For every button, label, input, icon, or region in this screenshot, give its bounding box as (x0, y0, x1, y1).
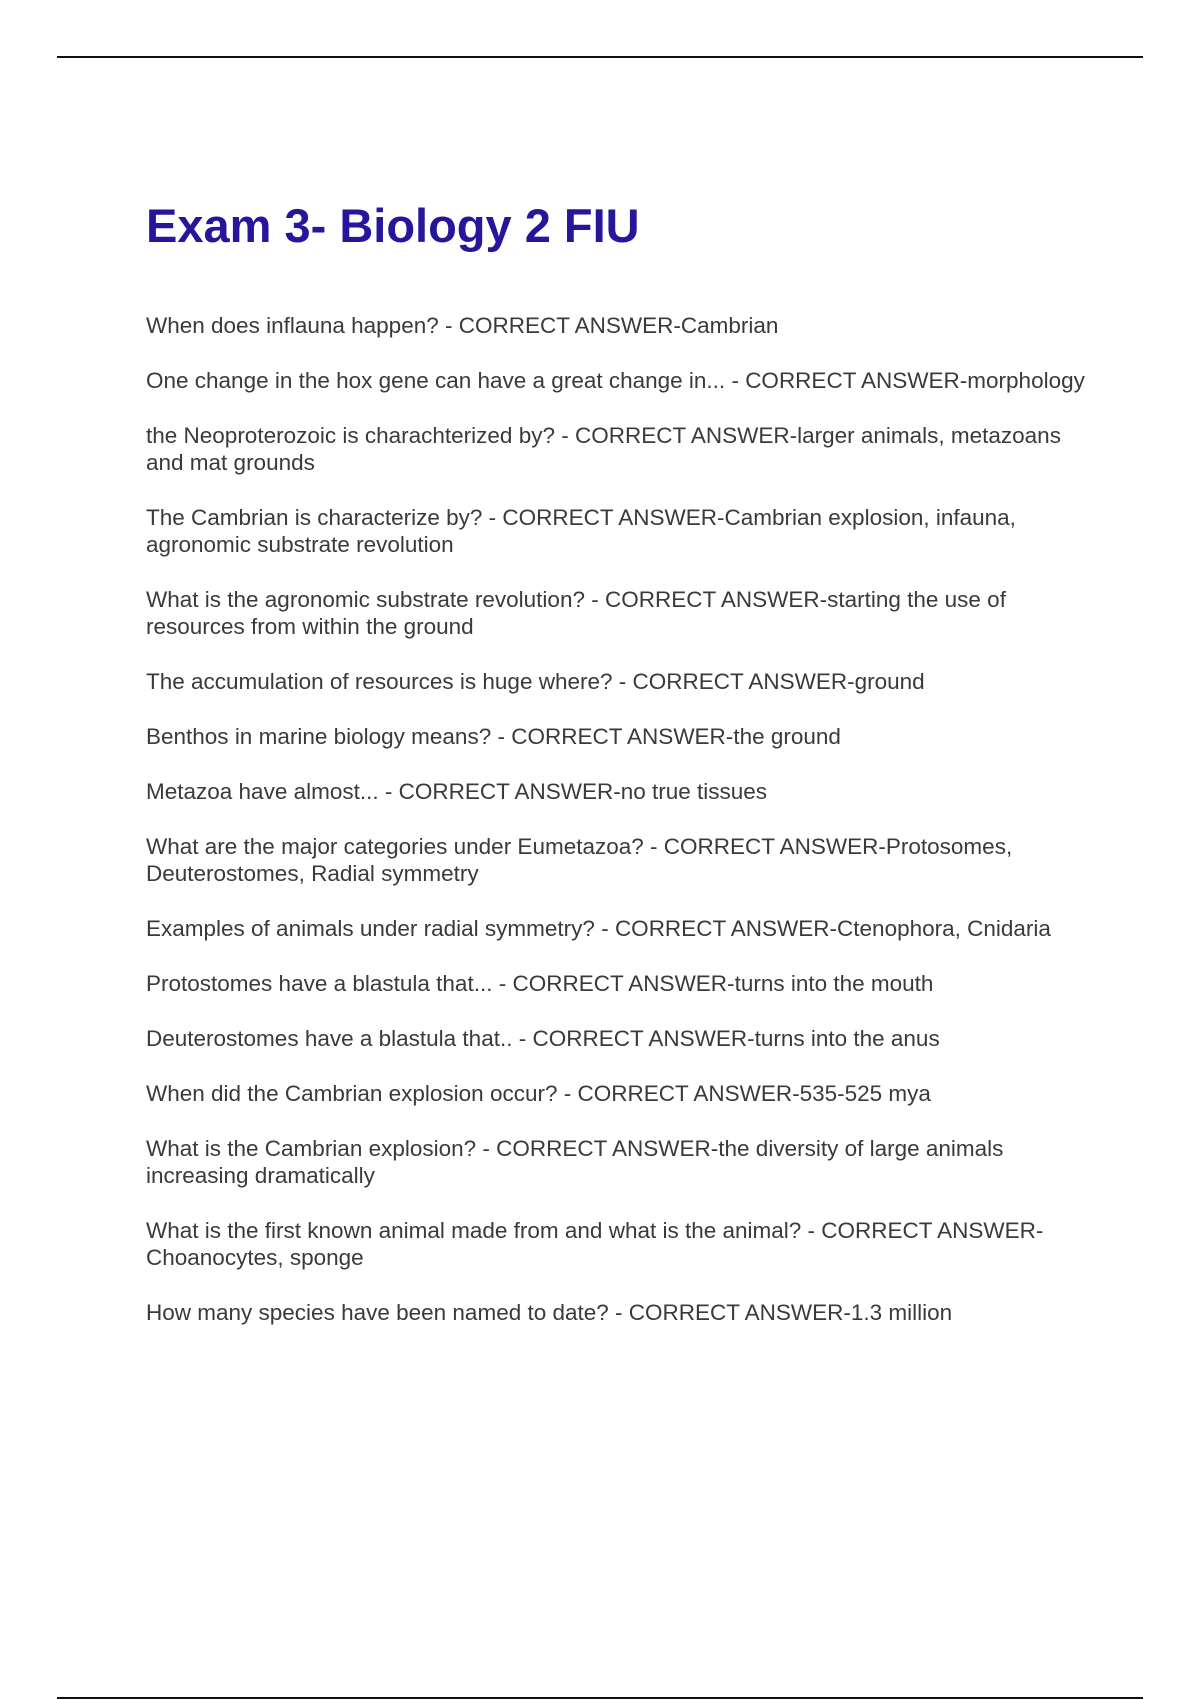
separator: - (554, 423, 575, 448)
answer-prefix: CORRECT ANSWER- (632, 669, 855, 694)
answer-prefix: CORRECT ANSWER- (532, 1026, 755, 1051)
answer-text: no true tissues (620, 779, 768, 804)
separator: - (612, 669, 633, 694)
answer-prefix: CORRECT ANSWER- (458, 313, 681, 338)
document-title: Exam 3- Biology 2 FIU (146, 199, 640, 252)
answer-prefix: CORRECT ANSWER- (663, 834, 886, 859)
question-text: How many species have been named to date? (146, 1300, 609, 1325)
question-text: The Cambrian is characterize by? (146, 505, 483, 530)
question-text: What is the Cambrian explosion? (146, 1136, 477, 1161)
answer-prefix: CORRECT ANSWER- (604, 587, 828, 612)
question-text: What are the major categories under Eumetazoa? (146, 834, 644, 859)
header-rule (57, 56, 1143, 58)
qa-item (146, 586, 1090, 640)
answer-prefix: CORRECT ANSWER- (398, 779, 621, 804)
answer-prefix: CORRECT ANSWER- (512, 971, 735, 996)
question-text: Benthos in marine biology means? (146, 724, 492, 749)
answer-prefix: CORRECT ANSWER- (496, 1136, 719, 1161)
separator: - (643, 834, 664, 859)
qa-item (146, 422, 1090, 476)
question-text: Examples of animals under radial symmetry? (146, 916, 595, 941)
separator: - (801, 1218, 822, 1243)
separator: - (491, 724, 512, 749)
question-text: What is the first known animal made from and what is the animal? (146, 1218, 802, 1243)
answer-text: Protosomes, Deuterostomes, Radial symmetry (146, 834, 1013, 886)
answer-text: the ground (733, 724, 841, 749)
question-text: Metazoa have almost... (146, 779, 379, 804)
qa-item (146, 723, 1090, 750)
qa-item (146, 915, 1090, 942)
separator: - (492, 971, 513, 996)
question-text: Protostomes have a blastula that... (146, 971, 493, 996)
qa-item (146, 668, 1090, 695)
answer-prefix: CORRECT ANSWER- (614, 916, 838, 941)
answer-text: Cambrian (680, 313, 779, 338)
answer-text: turns into the mouth (734, 971, 934, 996)
question-text: When did the Cambrian explosion occur? (146, 1081, 558, 1106)
separator: - (438, 313, 459, 338)
answer-text: 1.3 million (850, 1300, 953, 1325)
answer-prefix: CORRECT ANSWER- (821, 1218, 1044, 1243)
qa-item (146, 1025, 1090, 1052)
answer-prefix: CORRECT ANSWER- (577, 1081, 800, 1106)
separator: - (378, 779, 399, 804)
qa-item (146, 833, 1090, 887)
qa-item (146, 1135, 1090, 1189)
separator: - (608, 1300, 629, 1325)
separator: - (725, 368, 746, 393)
answer-text: ground (854, 669, 925, 694)
qa-item (146, 367, 1090, 394)
qa-item (146, 1299, 1090, 1326)
answer-prefix: CORRECT ANSWER- (502, 505, 725, 530)
answer-prefix: CORRECT ANSWER- (574, 423, 798, 448)
question-text: When does inflauna happen? (146, 313, 439, 338)
separator: - (476, 1136, 497, 1161)
answer-prefix: CORRECT ANSWER- (511, 724, 734, 749)
footer-rule (57, 1697, 1143, 1699)
qa-item (146, 1080, 1090, 1107)
answer-prefix: CORRECT ANSWER- (628, 1300, 851, 1325)
qa-item (146, 1217, 1090, 1271)
separator: - (512, 1026, 533, 1051)
qa-list (146, 312, 1090, 1354)
separator: - (482, 505, 503, 530)
separator: - (557, 1081, 578, 1106)
answer-text: Cambrian explosion, infauna, agronomic substrate revolution (146, 505, 1016, 557)
qa-item (146, 312, 1090, 339)
answer-text: larger animals, metazoans and mat grounds (146, 423, 1061, 475)
qa-item (146, 970, 1090, 997)
question-text: The accumulation of resources is huge where? (146, 669, 613, 694)
question-text: One change in the hox gene can have a great change in... (146, 368, 726, 393)
qa-item (146, 778, 1090, 805)
answer-text: 535-525 mya (799, 1081, 931, 1106)
answer-text: starting the use of resources from within the ground (146, 587, 1006, 639)
qa-item (146, 504, 1090, 558)
question-text: Deuterostomes have a blastula that.. (146, 1026, 513, 1051)
answer-text: turns into the anus (754, 1026, 940, 1051)
answer-text: Ctenophora, Cnidaria (837, 916, 1051, 941)
separator: - (584, 587, 605, 612)
question-text: What is the agronomic substrate revolution? (146, 587, 585, 612)
answer-prefix: CORRECT ANSWER- (745, 368, 968, 393)
answer-text: Choanocytes, sponge (146, 1245, 364, 1270)
answer-text: morphology (967, 368, 1085, 393)
question-text: the Neoproterozoic is charachterized by? (146, 423, 555, 448)
answer-text: the diversity of large animals increasing dramatically (146, 1136, 1004, 1188)
separator: - (594, 916, 615, 941)
